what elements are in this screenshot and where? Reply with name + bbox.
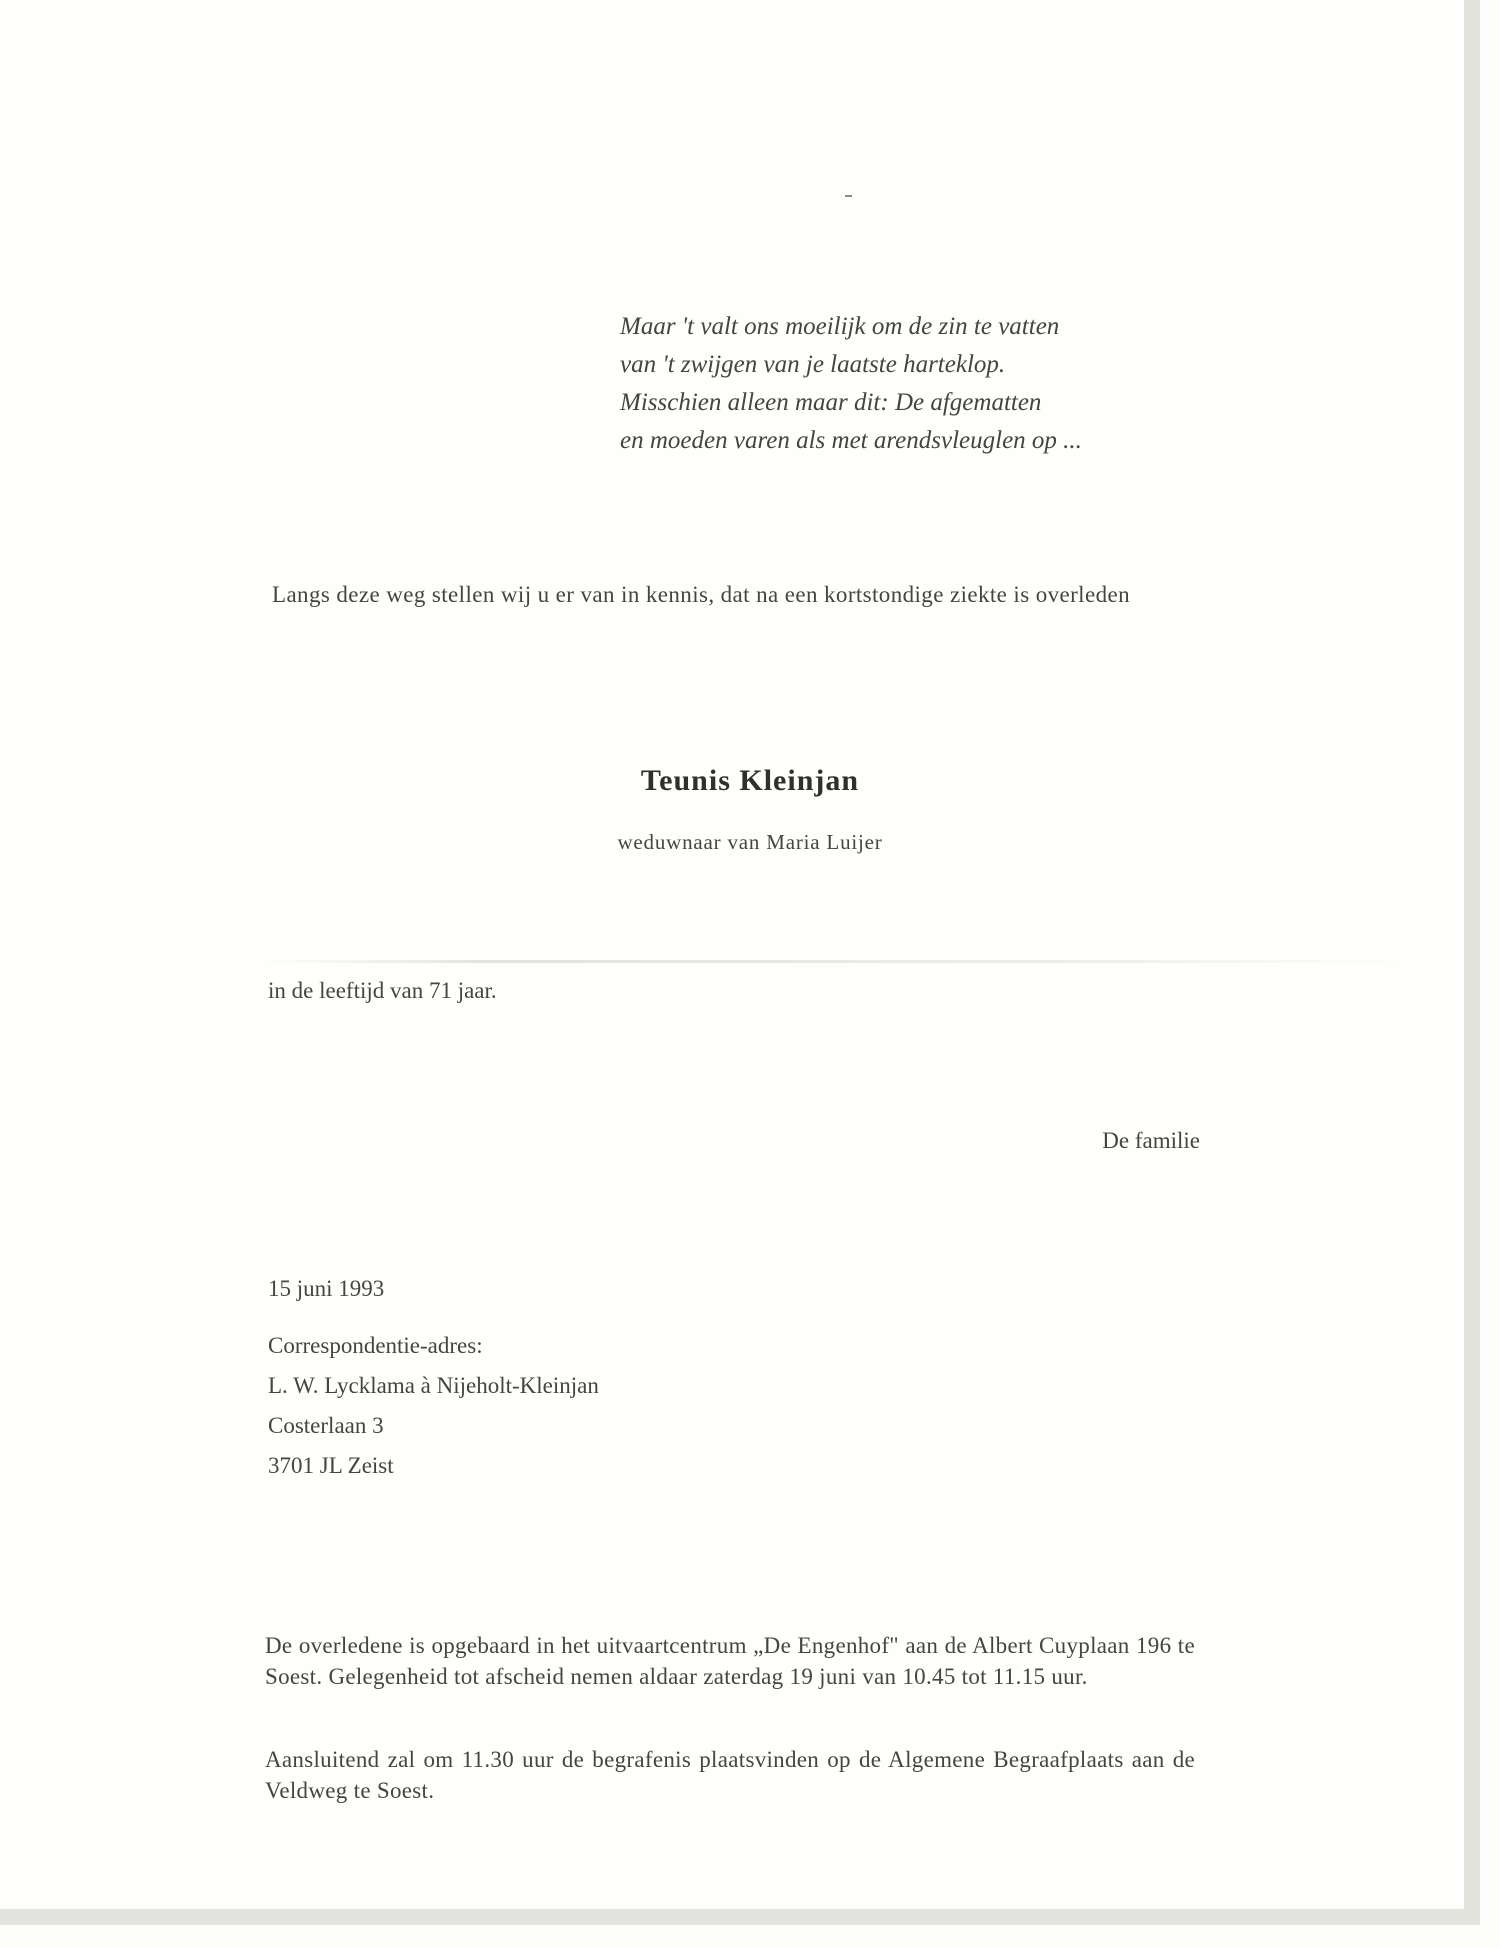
address-line: 3701 JL Zeist — [268, 1453, 394, 1478]
viewing-notice: De overledene is opgebaard in het uitvaartcentrum „De Engenhof" aan de Albert Cuyplaan 196 te Soest. Gelegenheid tot afscheid nemen aldaar zaterdag 19 juni van 10.45 tot 11.15 uur. — [265, 1633, 1195, 1689]
address-line: Costerlaan 3 — [268, 1413, 384, 1438]
deceased-age: in de leeftijd van 71 jaar. — [268, 978, 497, 1003]
funeral-notice: Aansluitend zal om 11.30 uur de begrafenis plaatsvinden op de Algemene Begraafplaats aan de Veldweg te Soest. — [265, 1747, 1195, 1803]
poem-line: van 't zwijgen van je laatste harteklop. — [620, 351, 1006, 378]
address-line: Correspondentie-adres: — [268, 1333, 483, 1358]
poem-verse — [620, 308, 1082, 460]
ink-speck — [845, 195, 852, 197]
announcement-date: 15 juni 1993 — [268, 1276, 385, 1301]
poem-line: Maar 't valt ons moeilijk om de zin te vatten — [620, 313, 1060, 340]
poem-line: Misschien alleen maar dit: De afgematten — [620, 389, 1042, 416]
fold-line — [260, 960, 1410, 963]
signature-family: De familie — [1102, 1128, 1200, 1153]
deceased-name: Teunis Kleinjan — [640, 764, 860, 797]
address-line: L. W. Lycklama à Nijeholt-Kleinjan — [268, 1373, 599, 1398]
announcement-intro: Langs deze weg stellen wij u er van in kennis, dat na een kortstondige ziekte is overleden — [272, 582, 1130, 607]
deceased-relation: weduwnaar van Maria Luijer — [617, 830, 883, 854]
correspondence-address — [268, 1326, 599, 1486]
poem-line: en moeden varen als met arendsvleuglen op ... — [620, 427, 1082, 454]
